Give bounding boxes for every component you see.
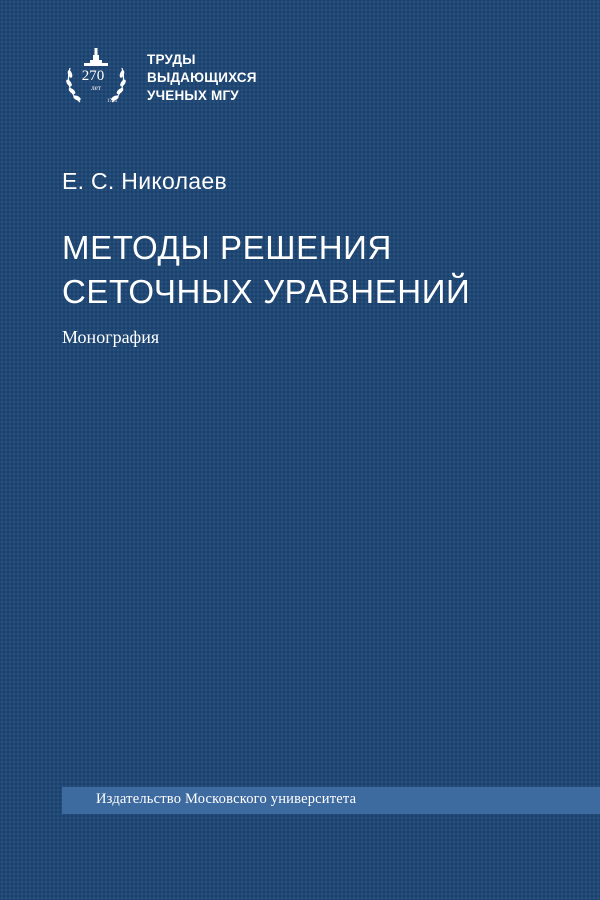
book-genre: Монография — [62, 327, 160, 347]
series-line: УЧЕНЫХ МГУ — [147, 88, 239, 103]
emblem-number: 270 — [81, 68, 105, 84]
series-line: ТРУДЫ — [147, 52, 196, 67]
series-line: ВЫДАЮЩИХСЯ — [147, 70, 257, 85]
title-line: МЕТОДЫ РЕШЕНИЯ — [62, 229, 392, 266]
book-title — [62, 226, 470, 314]
title-line: СЕТОЧНЫХ УРАВНЕНИЙ — [62, 273, 471, 310]
series-title — [147, 51, 257, 105]
author-name: Е. С. Николаев — [62, 168, 227, 194]
publisher-bar — [62, 787, 600, 814]
emblem-year: 1755 — [107, 99, 117, 104]
emblem-word: лет — [91, 84, 101, 92]
msu-270-anniversary-emblem-icon — [62, 44, 130, 112]
publisher-name: Издательство Московского университета — [96, 791, 357, 807]
